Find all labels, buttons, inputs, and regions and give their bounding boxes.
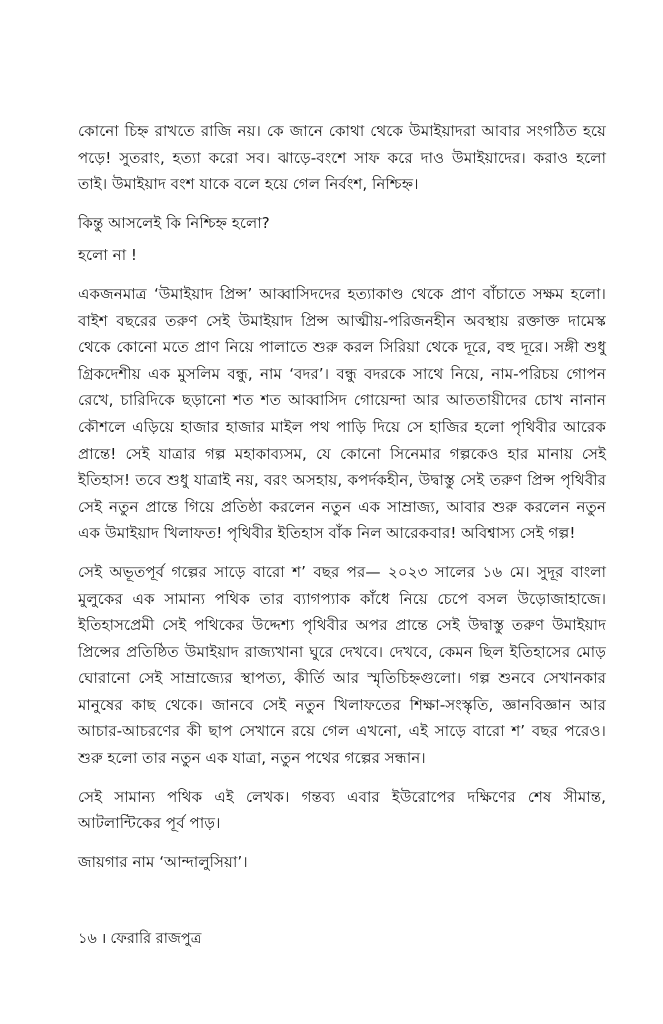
- paragraph-umayyad-prince: একজনমাত্র ‘উমাইয়াদ প্রিন্স’ আব্বাসিদদের হত্যাকাণ্ড থেকে প্রাণ বাঁচাতে সক্ষম হলো। বাইশ বছরের তরুণ সেই উমাইয়াদ প্রিন্স আত্মীয়-পরিজনহীন অবস্থায় রক্তাক্ত দামেস্ক থেকে কোনো মতে প্রাণ নিয়ে পালাতে শুরু করল সিরিয়া থেকে দূরে, বহু দূরে। সঙ্গী শুধু গ্রিকদেশীয় এক মুসলিম বন্ধু, নাম ‘বদর’। বন্ধু বদরকে সাথে নিয়ে, নাম-পরিচয় গোপন রেখে, চারিদিকে ছড়ানো শত শত আব্বাসিদ গোয়েন্দা আর আততায়ীদের চোখ নানান কৌশলে এড়িয়ে হাজার হাজার মাইল পথ পাড়ি দিয়ে সে হাজির হলো পৃথিবীর আরেক প্রান্তে! সেই যাত্রার গল্প মহাকাব্যসম, যে কোনো সিনেমার গল্পকেও হার মানায় সেই ইতিহাস! তবে শুধু যাত্রাই নয়, বরং অসহায়, কপর্দকহীন, উদ্বাস্তু সেই তরুণ প্রিন্স পৃথিবীর সেই নতুন প্রান্তে গিয়ে প্রতিষ্ঠা করলেন নতুন এক সাম্রাজ্য, আবার শুরু করলেন নতুন এক উমাইয়াদ খিলাফত! পৃথিবীর ইতিহাস বাঁক নিল আরেকবার! অবিশ্বাস্য সেই গল্প!: [78, 284, 606, 543]
- footer-separator: ।: [100, 931, 107, 947]
- paragraph-answer: হলো না !: [78, 246, 138, 265]
- page-footer: [78, 929, 201, 949]
- paragraph-andalusia: জায়গার নাম ‘আন্দালুসিয়া’।: [78, 852, 248, 871]
- paragraph-no-trace: কোনো চিহ্ন রাখতে রাজি নয়। কে জানে কোথা থেকে উমাইয়াদরা আবার সংগঠিত হয়ে পড়ে! সুতরাং, হত্যা করো সব। ঝাড়ে-বংশে সাফ করে দাও উমাইয়াদের। করাও হলো তাই। উমাইয়াদ বংশ যাকে বলে হয়ে গেল নির্বংশ, নিশ্চিহ্ন।: [78, 122, 606, 194]
- book-title: ফেরারি রাজপুত্র: [110, 931, 202, 947]
- paragraph-question: কিন্তু আসলেই কি নিশ্চিহ্ন হলো?: [78, 213, 270, 232]
- book-page-body: [78, 118, 606, 887]
- paragraph-journey-begins: সেই অভূতপূর্ব গল্পের সাড়ে বারো শ’ বছর পর— ২০২৩ সালের ১৬ মে। সুদূর বাংলা মুলুকের এক সামান্য পথিক তার ব্যাগপ্যাক কাঁধে নিয়ে চেপে বসল উড়োজাহাজে। ইতিহাসপ্রেমী সেই পথিকের উদ্দেশ্য পৃথিবীর অপর প্রান্তে সেই উদ্বাস্তু তরুণ উমাইয়াদ প্রিন্সের প্রতিষ্ঠিত উমাইয়াদ রাজ্যখানা ঘুরে দেখবে। দেখবে, কেমন ছিল ইতিহাসের মোড় ঘোরানো সেই সাম্রাজ্যের স্থাপত্য, কীর্তি আর স্মৃতিচিহ্নগুলো। গল্প শুনবে সেখানকার মানুষের কাছ থেকে। জানবে সেই নতুন খিলাফতের শিক্ষা-সংস্কৃতি, জ্ঞানবিজ্ঞান আর আচার-আচরণের কী ছাপ সেখানে রয়ে গেল এখনো, এই সাড়ে বারো শ’ বছর পরেও। শুরু হলো তার নতুন এক যাত্রা, নতুন পথের গল্পের সন্ধান।: [78, 562, 606, 768]
- paragraph-author-destination: সেই সামান্য পথিক এই লেখক। গন্তব্য এবার ইউরোপের দক্ষিণের শেষ সীমান্ত, আটলান্টিকের পূর্ব পাড়।: [78, 787, 606, 833]
- page-number: ১৬: [78, 931, 97, 947]
